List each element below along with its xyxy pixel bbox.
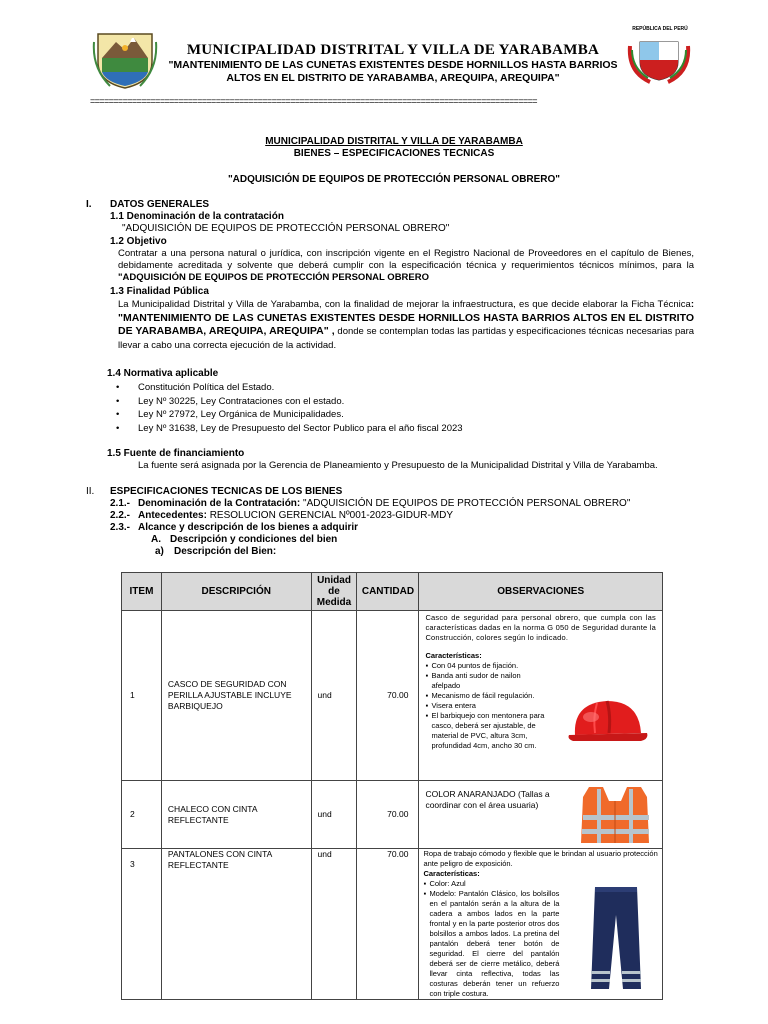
header-observations: OBSERVACIONES [419,573,663,611]
blue-pants-icon [587,885,645,991]
row-unit-text: und [317,690,332,700]
square-bullet-icon: ▪ [425,701,429,710]
obs-list [425,661,545,751]
orange-vest-icon [575,783,655,847]
normativa-item-text: Ley Nº 30225, Ley Contrataciones con el estado. [138,395,345,407]
bullet-icon: • [116,422,120,434]
bullet-icon: • [116,395,120,407]
heading-1-3-text [118,298,694,352]
line-a-label: Descripción del Bien: [174,546,277,557]
row-1-item [122,611,162,781]
row-2-qty [357,781,419,849]
heading-1-2-text [118,248,694,284]
row-desc-text: PANTALONES CON CINTA REFLECTANTE [167,849,272,870]
left-logo [92,28,158,90]
obs-item [423,879,559,889]
normativa-item-text: Constitución Política del Estado. [138,382,275,393]
normativa-item [116,381,678,395]
header-unit: Unidad de Medida [311,573,357,611]
specs-table [121,572,663,1000]
normativa-list [116,381,678,435]
row-3-desc [161,849,311,1000]
row-1-unit [311,611,357,781]
row-qty-text: 70.00 [387,809,409,819]
heading-1-1: 1.1 Denominación de la contratación [110,211,284,222]
right-logo [626,24,692,84]
table-row [122,611,663,781]
section-1-number: I. [86,199,92,210]
row-qty-text: 70.00 [387,849,409,859]
header-title: MUNICIPALIDAD DISTRITAL Y VILLA DE YARABAMBA [186,42,600,58]
table-header-row [122,573,663,611]
heading-1-4: 1.4 Normativa aplicable [107,368,219,379]
row-unit-text: und [317,849,332,859]
square-bullet-icon: ▪ [425,661,429,670]
obs-intro: Casco de seguridad para personal obrero, que cumpla con las características dadas en la norma G 050 de Seguridad durante la Construcción, colores según lo indicado. [425,613,656,642]
line-2-1-number: 2.1.- [110,498,131,509]
square-bullet-icon: ▪ [425,691,429,700]
row-3-unit [311,849,357,1000]
bullet-icon: • [116,382,120,393]
row-3-qty [357,849,419,1000]
obs-intro: Ropa de trabajo cómodo y flexible que le brindan al usuario protección ante peligro de exposición. [423,849,658,868]
peru-coat-of-arms-icon [626,24,692,84]
obs-item-text: Mecanismo de fácil regulación. [431,691,535,700]
obs-char-title: Características: [425,651,482,660]
row-desc-text: CASCO DE SEGURIDAD CON PERILLA AJUSTABLE INCLUYE BARBIQUEJO [167,679,292,711]
obs-item-text: Con 04 puntos de fijación. [431,661,519,670]
line-2-3-label: Alcance y descripción de los bienes a adquirir [138,522,359,533]
line-2-1-label: Denominación de la Contratación: [138,498,301,509]
row-2-unit [311,781,357,849]
obs-intro: COLOR ANARANJADO (Tallas a coordinar con el área usuaria) [425,789,550,810]
bullet-icon: • [116,409,120,420]
section-2-title: ESPECIFICACIONES TECNICAS DE LOS BIENES [110,486,343,497]
finalidad-text-b: donde se contemplan todas las partidas y especificaciones técnicas necesarias para llevar a cabo una correcta ejecución de la actividad. [118,326,695,351]
header-item: ITEM [122,573,162,611]
row-desc-text: CHALECO CON CINTA REFLECTANTE [167,803,258,825]
row-1-qty [357,611,419,781]
line-2-3-number: 2.3.- [110,522,131,533]
line-2-2-number: 2.2.- [110,510,131,521]
line-2-1 [138,498,698,510]
square-bullet-icon: ▪ [425,671,429,680]
obs-item-text: El barbiquejo con mentonera para casco, deberá ser ajustable, de material de PVC, altura 3cm, profundidad 4cm, ancho 30 cm. [431,711,545,750]
obs-item [425,661,545,671]
doc-adq-title: "ADQUISICIÓN DE EQUIPOS DE PROTECCIÓN PERSONAL OBRERO" [227,174,561,185]
row-qty-text: 70.00 [387,690,409,700]
table-row [122,849,663,1000]
normativa-item [116,395,678,409]
normativa-item-text: Ley Nº 31638, Ley de Presupuesto del Sector Publico para el año fiscal 2023 [138,422,463,434]
finalidad-bold: "MANTENIMIENTO DE LAS CUNETAS EXISTENTES DESDE HORNILLOS HASTA BARRIOS ALTOS EN EL DISTRITO DE YARABAMBA, AREQUIPA, AREQUIPA" , [118,311,694,337]
finalidad-colon: : [690,299,694,310]
obs-item [425,671,545,691]
line-2-2-label: Antecedentes: [138,510,207,521]
obs-item [423,889,559,999]
heading-1-1-text: "ADQUISICIÓN DE EQUIPOS DE PROTECCIÓN PERSONAL OBRERO" [122,223,450,234]
row-3-obs [419,849,663,1000]
section-1-title: DATOS GENERALES [110,199,210,210]
row-1-obs [419,611,663,781]
obs-item [425,711,545,751]
header-quantity: CANTIDAD [357,573,419,611]
doc-muni-title: MUNICIPALIDAD DISTRITAL Y VILLA DE YARABAMBA [265,136,523,147]
normativa-item-text: Ley Nº 27972, Ley Orgánica de Municipalidades. [138,409,344,420]
municipal-coat-of-arms-icon [92,28,158,90]
objetivo-text: Contratar a una persona natural o jurídica, con inscripción vigente en el Registro Nacional de Proveedores en el capítulo de Bienes, debidamente acreditada y solvente que deberá cumplir con la especificación técnica y requerimientos técnicos mínimos, para la [118,248,694,271]
row-item-text: 3 [130,859,135,869]
line-2-2 [138,510,698,522]
objetivo-bold: "ADQUISICIÓN DE EQUIPOS DE PROTECCIÓN PERSONAL OBRERO [118,272,430,283]
section-2-number: II. [86,486,95,497]
table-row [122,781,663,849]
square-bullet-icon: ▪ [423,879,427,888]
row-unit-text: und [317,809,332,819]
finalidad-text-a: La Municipalidad Distrital y Villa de Yarabamba, con la finalidad de mejorar la infraestructura, es que decide elaborar la Ficha Técnica [118,299,691,310]
square-bullet-icon: ▪ [425,711,429,720]
red-helmet-icon [567,695,651,745]
obs-item-text: Modelo: Pantalón Clásico, los bolsillos en el pantalón serán a la altura de la cadera a ambos lados en la parte frontal y en la parte posterior otros dos bolsillos a ambos lados. La pretina del pantalón deberá tener botón de seguridad. El cierre del pantalón deberá ser de cierre metálico, deberá llevar cinta reflectiva, todas las costuras deberán tener un refuerzo con triple costura. [429,889,560,998]
row-item-text: 2 [130,809,135,819]
heading-1-2: 1.2 Objetivo [110,236,167,247]
obs-item [425,691,545,701]
line-a-number: a) [155,546,164,557]
row-item-text: 1 [130,690,135,700]
obs-char-title: Características: [423,869,480,878]
normativa-item [116,422,678,436]
line-A-label: Descripción y condiciones del bien [170,534,338,545]
doc-bienes-title: BIENES – ESPECIFICACIONES TECNICAS [293,148,495,159]
line-A-number: A. [151,534,161,545]
header-project-line2: ALTOS EN EL DISTRITO DE YARABAMBA, AREQUIPA, AREQUIPA" [226,72,560,84]
obs-item-text: Color: Azul [429,879,466,888]
heading-1-5: 1.5 Fuente de financiamiento [107,448,245,459]
obs-item [425,701,545,711]
right-logo-text: REPÚBLICA DEL PERÚ [632,26,688,32]
normativa-item [116,408,678,422]
header-description: DESCRIPCIÓN [161,573,311,611]
line-2-1-value: "ADQUISICIÓN DE EQUIPOS DE PROTECCIÓN PERSONAL OBRERO" [303,498,631,509]
obs-item-text: Banda anti sudor de nailon afelpado [431,671,521,690]
row-2-desc [161,781,311,849]
heading-1-3: 1.3 Finalidad Pública [110,286,209,297]
heading-1-5-text: La fuente será asignada por la Gerencia de Planeamiento y Presupuesto de la Municipalidad Distrital y Villa de Yarabamba. [138,460,658,471]
obs-list [423,879,559,999]
header-project-line1: "MANTENIMIENTO DE LAS CUNETAS EXISTENTES DESDE HORNILLOS HASTA BARRIOS [168,59,618,71]
row-2-obs [419,781,663,849]
line-2-2-value: RESOLUCION GERENCIAL Nº001-2023-GIDUR-MDY [209,510,454,521]
obs-item-text: Visera entera [431,701,476,710]
row-1-desc [161,611,311,781]
header-separator: ================================================================================================ [90,96,537,106]
row-3-item [122,849,162,1000]
row-2-item [122,781,162,849]
square-bullet-icon: ▪ [423,889,427,898]
